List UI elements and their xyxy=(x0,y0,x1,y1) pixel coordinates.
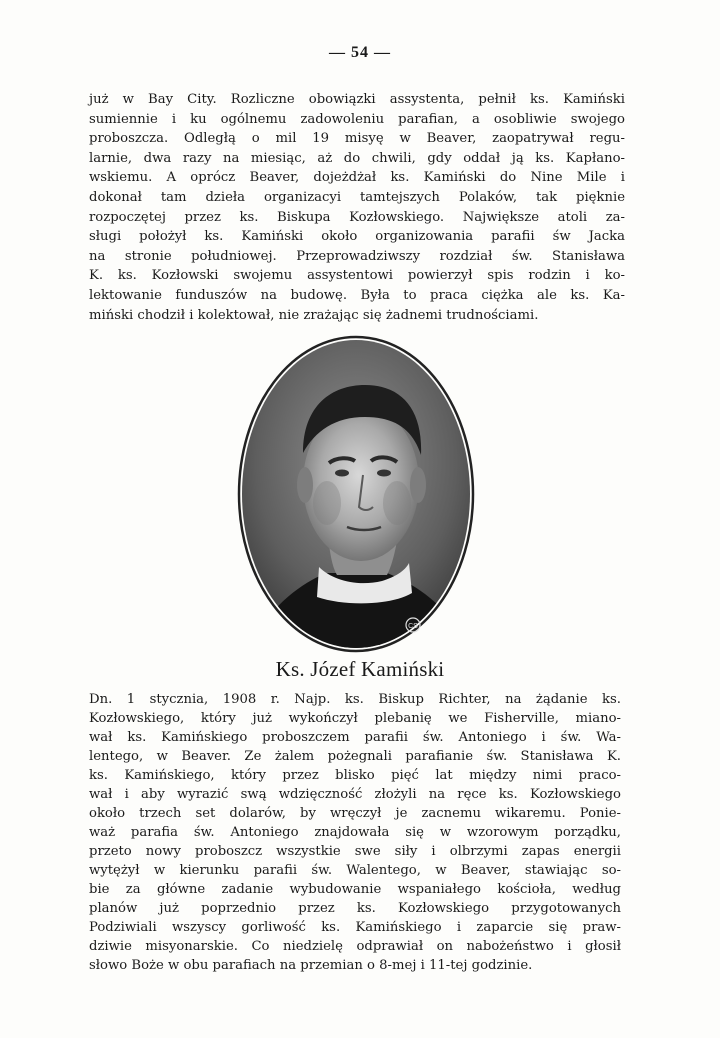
text-line: słowo Boże w obu parafiach na przemian o 8-mej i 11-tej godzinie. xyxy=(89,958,533,973)
text-line: miński chodził i kolektował, nie zrażając się żadnemi trudnościami. xyxy=(89,307,539,323)
text-line: wał i aby wyrazić swą wdzięczność złożyli na ręce ks. Kozłowskiego xyxy=(89,787,621,802)
text-line: sumiennie i ku ogólnemu zadowoleniu parafian, a osobliwie swojego xyxy=(89,111,625,127)
text-line: larnie, dwa razy na miesiąc, aż do chwili, gdy oddał ją ks. Kapłano- xyxy=(89,150,625,166)
text-line: na stronie południowej. Przeprowadziwszy rozdział św. Stanisława xyxy=(89,248,625,264)
text-line: proboszcza. Odległą o mil 19 misyę w Beaver, zaopatrywał regu- xyxy=(89,131,625,147)
text-line: około trzech set dolarów, by wręczył je zacnemu wikaremu. Ponie- xyxy=(89,806,621,821)
text-line: wytężył w kierunku parafii św. Walentego, w Beaver, stawiając so- xyxy=(89,863,621,878)
text-line: bie za główne zadanie wybudowanie wspaniałego kościoła, według xyxy=(89,882,621,897)
paragraph-top xyxy=(89,90,625,325)
text-line: waż parafia św. Antoniego znajdowała się w wzorowym porządku, xyxy=(89,825,621,840)
text-line: rozpoczętej przez ks. Biskupa Kozłowskiego. Największe atoli za- xyxy=(89,209,625,225)
text-line: dokonał tam dzieła organizacyi tamtejszych Polaków, tak pięknie xyxy=(89,189,625,205)
text-line: lektowanie funduszów na budowę. Była to praca ciężka ale ks. Ka- xyxy=(89,287,625,303)
text-line: ks. Kamińskiego, który przez blisko pięć lat między nimi praco- xyxy=(89,768,621,783)
portrait-caption: Ks. Józef Kamiński xyxy=(275,657,445,681)
text-line: wał ks. Kamińskiego proboszczem parafii św. Antoniego i św. Wa- xyxy=(89,730,621,745)
text-line: lentego, w Beaver. Ze żalem pożegnali parafianie św. Stanisława K. xyxy=(89,749,621,764)
svg-text:CS: CS xyxy=(408,623,418,630)
page-number: — 54 — xyxy=(329,44,391,61)
portrait-photo xyxy=(237,335,475,653)
text-line: Kozłowskiego, który już wykończył plebanię we Fisherville, miano- xyxy=(89,711,621,726)
text-line: Dn. 1 stycznia, 1908 r. Najp. ks. Biskup Richter, na żądanie ks. xyxy=(89,692,621,707)
text-line: Podziwiali wszyscy gorliwość ks. Kamińskiego i zaparcie się praw- xyxy=(89,920,621,935)
text-line: wskiemu. A oprócz Beaver, dojeżdżał ks. Kamiński do Nine Mile i xyxy=(89,170,625,186)
text-line: planów już poprzednio przez ks. Kozłowskiego przygotowanych xyxy=(89,901,621,916)
text-line: sługi położył ks. Kamiński około organizowania parafii św Jacka xyxy=(89,229,625,245)
text-line: dziwie misyonarskie. Co niedzielę odprawiał on nabożeństwo i głosił xyxy=(89,939,621,954)
paragraph-bottom xyxy=(89,690,621,975)
text-line: przeto nowy proboszcz wszystkie swe siły i olbrzymi zapas energii xyxy=(89,844,621,859)
portrait-image xyxy=(237,335,475,653)
text-line: K. ks. Kozłowski swojemu assystentowi powierzył spis rodzin i ko- xyxy=(89,268,625,284)
text-line: już w Bay City. Rozliczne obowiązki assystenta, pełnił ks. Kamiński xyxy=(89,92,625,107)
